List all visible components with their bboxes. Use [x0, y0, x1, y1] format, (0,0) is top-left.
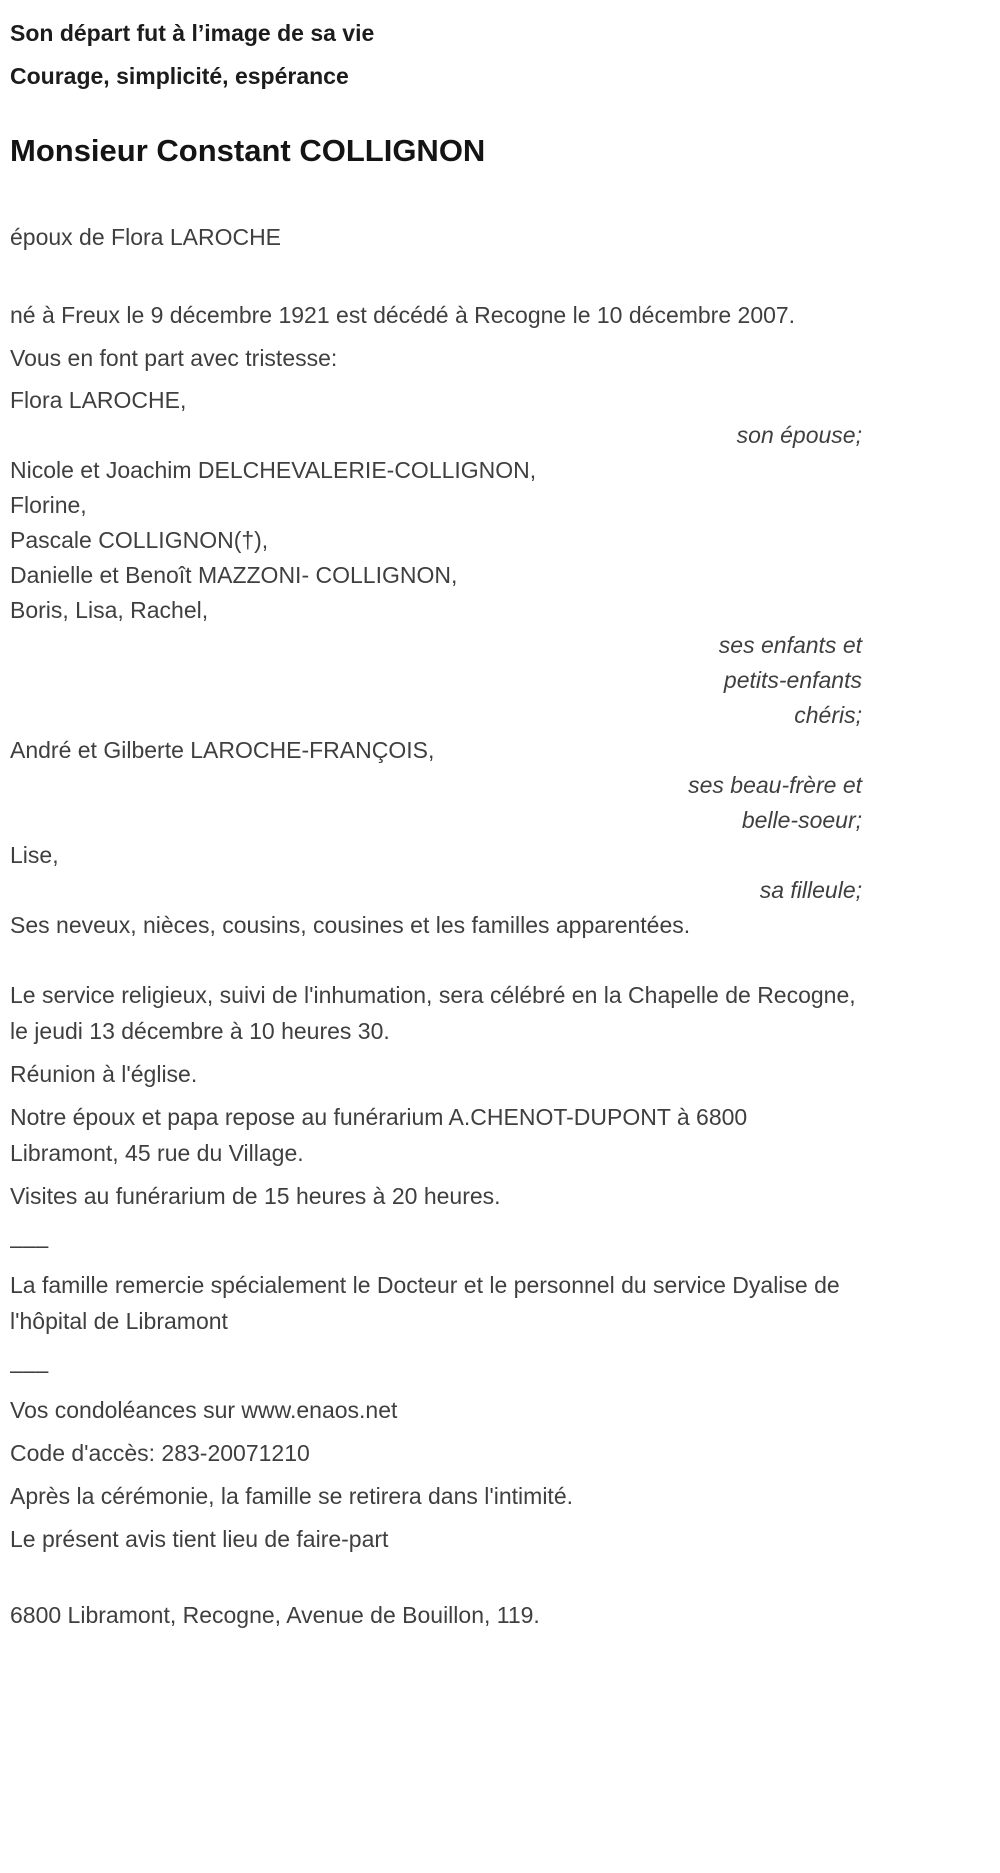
epigraph-line-2: Courage, simplicité, espérance — [10, 63, 349, 89]
family-member-name: Flora LAROCHE, — [10, 387, 187, 413]
thanks-line: La famille remercie spécialement le Docteur et le personnel du service Dyalise de l'hôpital de Libramont — [10, 1272, 840, 1334]
family-member-name: Lise, — [10, 842, 59, 868]
section-divider: ––– — [10, 1232, 49, 1258]
reunion-line: Réunion à l'église. — [10, 1061, 198, 1087]
birth-death-line: né à Freux le 9 décembre 1921 est décédé à Recogne le 10 décembre 2007. — [10, 302, 796, 328]
family-relation: petits-enfants — [723, 667, 862, 693]
announcement-intro: Vous en font part avec tristesse: — [10, 345, 338, 371]
funerarium-line: Notre époux et papa repose au funérarium A.CHENOT-DUPONT à 6800 Libramont, 45 rue du Village. — [10, 1104, 748, 1166]
visites-line: Visites au funérarium de 15 heures à 20 heures. — [10, 1183, 501, 1209]
family-member-name: Florine, — [10, 492, 87, 518]
family-member-name: Nicole et Joachim DELCHEVALERIE-COLLIGNON, — [10, 457, 537, 483]
family-member-name: André et Gilberte LAROCHE-FRANÇOIS, — [10, 737, 435, 763]
family-relation: ses enfants et — [718, 632, 862, 658]
family-relation: son épouse; — [736, 422, 862, 448]
family-relation: sa filleule; — [759, 877, 862, 903]
family-relation: ses beau-frère et — [688, 772, 862, 798]
access-code-line: Code d'accès: 283-20071210 — [10, 1440, 310, 1466]
epigraph-line-1: Son départ fut à l’image de sa vie — [10, 20, 375, 46]
condolences-line: Vos condoléances sur www.enaos.net — [10, 1397, 398, 1423]
family-member-name: Boris, Lisa, Rachel, — [10, 597, 209, 623]
section-divider: ––– — [10, 1357, 49, 1383]
spouse-line: époux de Flora LAROCHE — [10, 224, 282, 250]
extended-family-line: Ses neveux, nièces, cousins, cousines et les familles apparentées. — [10, 912, 691, 938]
family-member-name: Danielle et Benoît MAZZONI- COLLIGNON, — [10, 562, 458, 588]
service-line: Le service religieux, suivi de l'inhumation, sera célébré en la Chapelle de Recogne, le jeudi 13 décembre à 10 heures 30. — [10, 982, 856, 1044]
family-relation: chéris; — [794, 702, 862, 728]
family-list — [10, 383, 862, 943]
deceased-name-title: Monsieur Constant COLLIGNON — [10, 133, 486, 168]
address-line: 6800 Libramont, Recogne, Avenue de Bouillon, 119. — [10, 1602, 540, 1628]
intimacy-line: Après la cérémonie, la famille se retirera dans l'intimité. — [10, 1483, 574, 1509]
family-relation: belle-soeur; — [741, 807, 862, 833]
faire-part-line: Le présent avis tient lieu de faire-part — [10, 1526, 389, 1552]
family-member-name: Pascale COLLIGNON(†), — [10, 527, 269, 553]
